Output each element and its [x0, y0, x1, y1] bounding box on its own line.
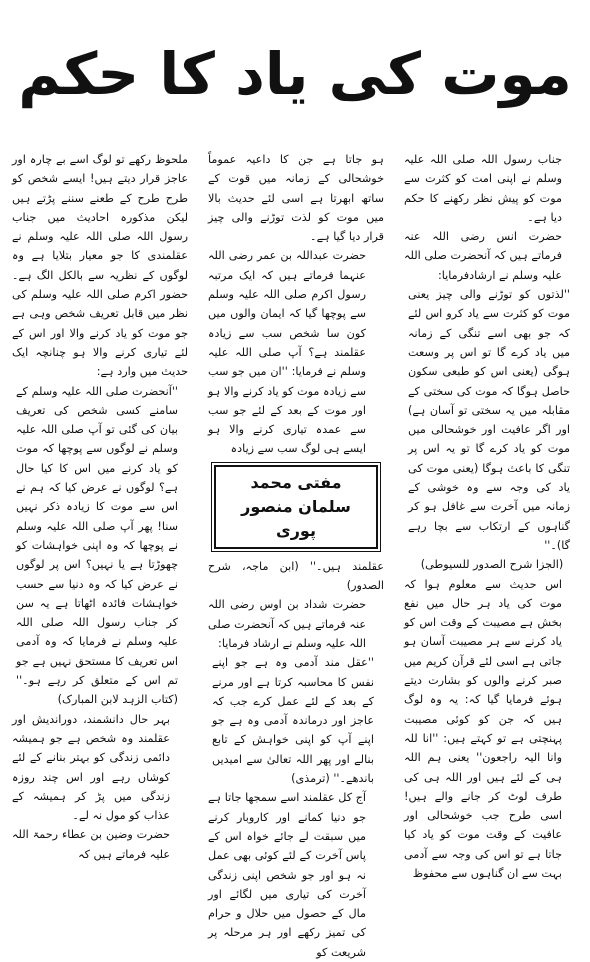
paragraph: حضرت شداد بن اوس رضی اللہ عنہ فرماتے ہیں کہ آنحضرت صلی اللہ علیہ وسلم نے ارشاد فرمایا: [208, 598, 366, 650]
paragraph: ہو جاتا ہے جن کا داعیہ عموماً خوشحالی کے زمانہ میں قوت کے ساتھ ابھرتا ہے اسی لئے حدیث بالا میں موت کو لذت توڑنے والی چیز قرار دیا گیا ہے۔ [208, 153, 384, 244]
author-byline: مفتی محمد سلمان منصور پوری [214, 465, 378, 549]
paragraph: جناب رسول اللہ صلی اللہ علیہ وسلم نے اپنی امت کو کثرت سے موت کو پیش نظر رکھنے کا حکم دیا ہے۔ [404, 153, 562, 224]
hadith-quote: ''لذتوں کو توڑنے والی چیز یعنی موت کو کثرت سے یاد کرو اس لئے کہ جو بھی اسے تنگی کے زمانہ میں یاد کرے گا تو اس پر وسعت ہوگی (یعنی اس کو طبعی سکون حاصل ہوگا کہ موت کی سختی کے مقابلہ میں یہ سختی تو آسان ہے) اور اگر عافیت اور خوشحالی میں موت کو یاد کرے گا تو یہ اس پر تنگی کا باعث ہوگا (یعنی موت کی یاد کی وجہ سے وہ خوشی کے زمانہ میں آخرت سے غافل ہو کر گناہوں کے ارتکاب سے بچا رہے گا)۔'' [408, 288, 570, 552]
hadith-quote: ''آنحضرت صلی اللہ علیہ وسلم کے سامنے کسی شخص کی تعریف بیان کی گئی تو آپ صلی اللہ علیہ وسلم نے لوگوں سے پوچھا کہ موت کو یاد کرنے میں اس کا کیا حال ہے؟ لوگوں نے عرض کیا کہ ہم نے اس سے موت کا زیادہ ذکر نہیں سنا! پھر آپ صلی اللہ علیہ وسلم نے پوچھا کہ وہ اپنی خواہشات کو چھوڑتا ہے یا نہیں؟ اس پر لوگوں نے عرض کیا کہ وہ دنیا سے حسب خواہشات فائدہ اٹھاتا ہے یہ سن کر جناب رسول اللہ صلی اللہ علیہ وسلم نے فرمایا کہ وہ آدمی اس تعریف کا مستحق نہیں ہے جو تم اس کے متعلق کر رہے ہو۔'' (کتاب الزہد لابن المبارک) [16, 384, 178, 707]
hadith-quote: ''عقل مند آدمی وہ ہے جو اپنے نفس کا محاسبہ کرتا ہے اور مرنے کے بعد کے لئے عمل کرے جب کہ عاجز اور درماندہ آدمی وہ ہے جو اپنے آپ کو اپنی خواہش کے تابع بنالے اور پھر اللہ تعالیٰ سے امیدیں باندھے۔'' (ترمذی) [212, 656, 374, 786]
paragraph: اس حدیث سے معلوم ہوا کہ موت کی یاد ہر حال میں نفع بخش ہے مصیبت کے وقت اس کو یاد کرنے سے ہر مصیبت آسان ہو جاتی ہے اسی لئے قرآن کریم میں صبر کرنے والوں کو بشارت دیتے ہوئے فرمایا گیا کہ: یہ وہ لوگ ہیں کہ جن کو کوئی مصیبت پہنچتی ہے تو کہتے ہیں: ''انا للہ وانا الیہ راجعون'' یعنی ہم اللہ ہی کے لئے ہیں اور اللہ ہی کی طرف لوٹ کر جانے والے ہیں! اسی طرح جب خوشحالی اور عافیت کے وقت موت کو یاد کیا جاتا ہے تو اس کی وجہ سے آدمی بہت سے ان گناہوں سے محفوظ [404, 577, 562, 880]
paragraph: حضرت انس رضی اللہ عنہ فرماتے ہیں کہ آنحضرت صلی اللہ علیہ وسلم نے ارشادفرمایا: [404, 230, 562, 282]
citation: (الجزا شرح الصدور للسیوطی) [420, 558, 564, 572]
paragraph: عقلمند ہیں۔'' (ابن ماجہ، شرح الصدور) [208, 559, 384, 593]
article-title: موت کی یاد کا حکم [18, 40, 572, 108]
paragraph: حضرت وضین بن عطاء رحمۃ اللہ علیہ فرماتے ہیں کہ [12, 828, 170, 861]
paragraph: ملحوظ رکھے تو لوگ اسے بے چارہ اور عاجز قرار دیتے ہیں! ایسے شخص کو طرح طرح کے طعنے سننے پڑتے ہیں لیکن مذکورہ احادیث میں جناب رسول اللہ صلی اللہ علیہ وسلم نے عقلمندی کا جو معیار بتلایا ہے وہ لوگوں کے نظریہ سے بالکل الگ ہے۔ حضور اکرم صلی اللہ علیہ وسلم کی نظر میں قابل تعریف شخص وہی ہے جو موت کو یاد کرنے والا اور اس کے لئے تیاری کرنے والا ہو چنانچہ ایک حدیث میں وارد ہے: [12, 153, 188, 379]
paragraph: بہر حال دانشمند، دوراندیش اور عقلمند وہ شخص ہے جو ہمیشہ دائمی زندگی کو بہتر بنانے کے لئے کوشاں رہے اور اس چند روزہ زندگی میں پڑ کر ہمیشہ کے عذاب کو مول نہ لے۔ [12, 712, 170, 823]
text-column-right [404, 150, 580, 880]
paragraph: آج کل عقلمند اسے سمجھا جاتا ہے جو دنیا کمانے اور کاروبار کرنے میں سبقت لے جائے خواہ اس کے پاس آخرت کے لئے کوئی بھی عمل نہ ہو اور جو شخص اپنی زندگی آخرت کی تیاری میں لگائے اور مال کے حصول میں حلال و حرام کی تمیز رکھے اور ہر مرحلہ پر شریعت کو [208, 791, 366, 959]
text-column-left [12, 150, 188, 861]
paragraph: حضرت عبداللہ بن عمر رضی اللہ عنہما فرماتے ہیں کہ ایک مرتبہ رسول اکرم صلی اللہ علیہ وسلم سے پوچھا گیا کہ ایمان والوں میں کون سا شخص سب سے زیادہ عقلمند ہے؟ آپ صلی اللہ علیہ وسلم نے فرمایا: ''ان میں جو سب سے زیادہ موت کو یاد کرنے والا ہو اور موت کے بعد کے لئے جو سب سے عمدہ تیاری کرنے والا ہو ایسے ہی لوگ سب سے زیادہ [208, 249, 366, 456]
text-column-middle [208, 150, 384, 959]
